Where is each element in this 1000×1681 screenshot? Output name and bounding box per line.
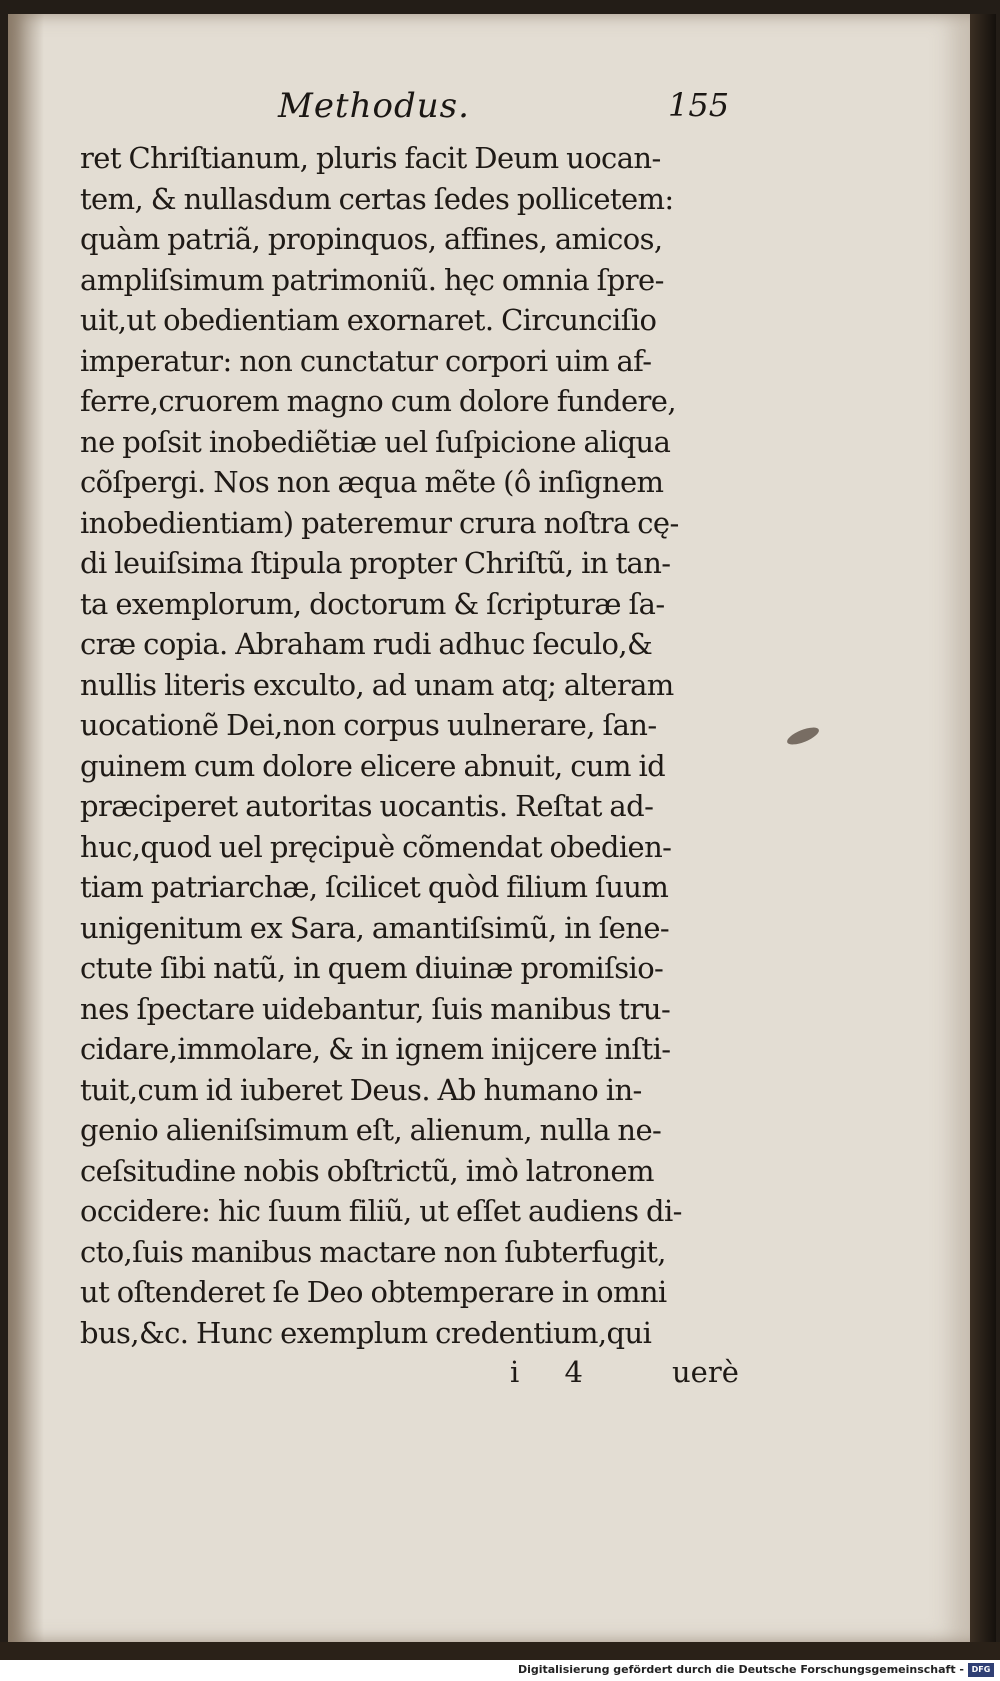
text-line: di leuiſsima ſtipula propter Chriſtũ, in tan- [80,546,671,580]
body-text [80,138,740,1353]
text-line: genio alieniſsimum eſt, alienum, nulla ne- [80,1113,662,1147]
text-line: cto,ſuis manibus mactare non ſubterfugit, [80,1234,666,1269]
text-line: ta exemplorum, doctorum & ſcripturæ ſa- [80,586,665,621]
text-line: ret Chriſtianum, pluris facit Deum uocan- [80,141,661,175]
text-line: ceſsitudine nobis obſtrictũ, imò latronem [80,1153,654,1188]
digitization-footer [0,1660,1000,1681]
text-line: imperatur: non cunctatur corpori uim af- [80,343,652,378]
text-line: ampliſsimum patrimoniũ. hęc omnia ſpre- [80,262,664,297]
text-line: ne poſsit inobediẽtiæ uel ſuſpicione aliqua [80,424,671,459]
signature-mark: i 4 [510,1355,601,1389]
dfg-logo-icon: DFG [968,1663,994,1677]
text-line: cidare,immolare, & in ignem inijcere inſti- [80,1032,671,1066]
text-line: ctute ſibi natũ, in quem diuinæ promiſsio- [80,951,664,985]
funding-credit: Digitalisierung gefördert durch die Deutsche Forschungsgemeinschaft - [517,1663,964,1676]
text-line: tem, & nullasdum certas ſedes pollicetem: [80,181,674,216]
text-line: tuit,cum id iuberet Deus. Ab humano in- [80,1072,642,1107]
text-line: uit,ut obedientiam exornaret. Circunciſio [80,303,657,337]
text-line: cræ copia. Abraham rudi adhuc ſeculo,& [80,627,653,661]
catchword: uerè [672,1355,739,1389]
text-line: cõſpergi. Nos non æqua mẽte (ô inſignem [80,465,664,499]
text-line: ferre,cruorem magno cum dolore fundere, [80,384,676,418]
text-line: præciperet autoritas uocantis. Reſtat ad- [80,789,654,823]
text-line: unigenitum ex Sara, amantiſsimũ, in ſene- [80,910,670,945]
page-number: 155 [668,86,730,124]
catchword-row [0,1355,1000,1399]
bottom-binding-strip [0,1642,1000,1660]
running-head-title: Methodus. [278,86,470,126]
text-line: inobedientiam) pateremur crura noſtra cę- [80,505,679,540]
text-line: tiam patriarchæ, ſcilicet quòd filium ſuum [80,870,669,904]
text-line: bus,&c. Hunc exemplum credentium,qui [80,1315,652,1350]
text-line: ut oſtenderet ſe Deo obtemperare in omni [80,1275,667,1309]
text-line: huc,quod uel pręcipuè cõmendat obedien- [80,829,672,864]
text-line: nullis literis exculto, ad unam atq; alteram [80,667,674,702]
text-line: quàm patriã, propinquos, affines, amicos, [80,222,663,256]
text-line: guinem cum dolore elicere abnuit, cum id [80,748,666,783]
text-line: uocationẽ Dei,non corpus uulnerare, ſan- [80,708,657,742]
text-line: occidere: hic ſuum filiũ, ut eſſet audiens di- [80,1194,682,1228]
running-head [0,86,1000,136]
text-line: nes ſpectare uidebantur, ſuis manibus tru- [80,991,671,1026]
